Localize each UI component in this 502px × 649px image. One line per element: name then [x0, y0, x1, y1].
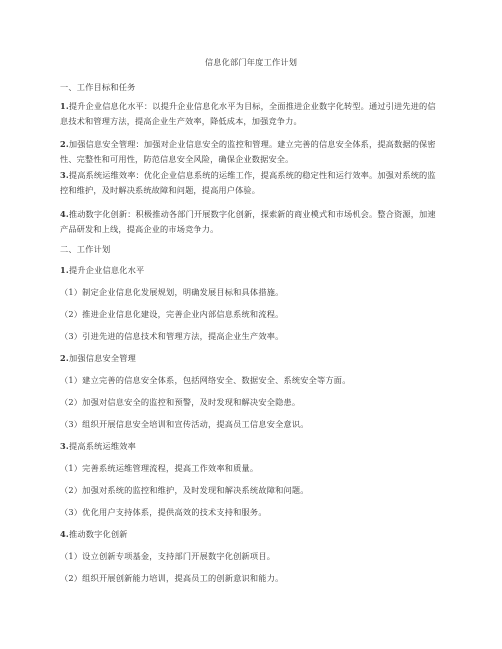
- goal-number: 2.: [60, 139, 69, 149]
- plan-item: （2）加强对系统的监控和维护，及时发现和解决系统故障和问题。: [60, 485, 309, 495]
- plan-title-text: 提升企业信息化水平: [68, 265, 145, 275]
- plan-item: （2）组织开展创新能力培训，提高员工的创新意识和能力。: [60, 573, 284, 583]
- plan-title-4: [60, 529, 128, 540]
- plan-item: （2）推进企业信息化建设，完善企业内部信息系统和流程。: [60, 309, 284, 319]
- goal-number: 3.: [60, 170, 69, 180]
- plan-item: （3）组织开展信息安全培训和宣传活动，提高员工信息安全意识。: [60, 419, 309, 429]
- goal-text: 推动数字化创新：积极推动各部门开展数字化创新，探索新的商业模式和市场机会。整合资源，加速产品研发和上线，提高企业的市场竞争力。: [60, 209, 436, 234]
- plan-item: （1）建立完善的信息安全体系，包括网络安全、数据安全、系统安全等方面。: [60, 375, 351, 385]
- plan-number: 1.: [60, 265, 69, 275]
- goal-number: 1.: [60, 101, 69, 111]
- document-title: 信息化部门年度工作计划: [204, 57, 298, 67]
- plan-item: （3）优化用户支持体系，提供高效的技术支持和服务。: [60, 507, 267, 517]
- goal-paragraph-1: [60, 99, 442, 128]
- plan-item: （1）完善系统运维管理流程，提高工作效率和质量。: [60, 463, 259, 473]
- plan-number: 3.: [60, 441, 69, 451]
- goal-paragraph-2: [60, 137, 442, 166]
- plan-item: （2）加强对信息安全的监控和预警，及时发现和解决安全隐患。: [60, 397, 301, 407]
- goal-number: 4.: [60, 209, 69, 219]
- plan-title-1: [60, 265, 144, 276]
- goal-text: 加强信息安全管理：加强对企业信息安全的监控和管理。建立完善的信息安全体系，提高数据的保密性、完整性和可用性，防范信息安全风险，确保企业数据安全。: [60, 139, 436, 164]
- goal-paragraph-3: [60, 168, 442, 197]
- plan-item: （1）制定企业信息化发展规划，明确发展目标和具体措施。: [60, 287, 284, 297]
- goal-text: 提升企业信息化水平：以提升企业信息化水平为目标，全面推进企业数字化转型。通过引进先进的信息技术和管理方法，提高企业生产效率，降低成本，加强竞争力。: [60, 101, 436, 126]
- plan-title-2: [60, 353, 136, 364]
- goal-text: 提高系统运维效率：优化企业信息系统的运维工作，提高系统的稳定性和运行效率。加强对系统的监控和维护，及时解决系统故障和问题，提高用户体验。: [60, 170, 436, 195]
- plan-item: （1）设立创新专项基金，支持部门开展数字化创新项目。: [60, 551, 276, 561]
- plan-title-3: [60, 441, 136, 452]
- plan-title-text: 加强信息安全管理: [68, 353, 137, 363]
- plan-number: 4.: [60, 529, 69, 539]
- plan-title-text: 推动数字化创新: [68, 529, 128, 539]
- plan-title-text: 提高系统运维效率: [68, 441, 137, 451]
- section-heading-goals: 一、工作目标和任务: [60, 82, 136, 92]
- plan-number: 2.: [60, 353, 69, 363]
- section-heading-plans: 二、工作计划: [60, 244, 111, 254]
- goal-paragraph-4: [60, 207, 442, 236]
- plan-item: （3）引进先进的信息技术和管理方法，提高企业生产效率。: [60, 331, 284, 341]
